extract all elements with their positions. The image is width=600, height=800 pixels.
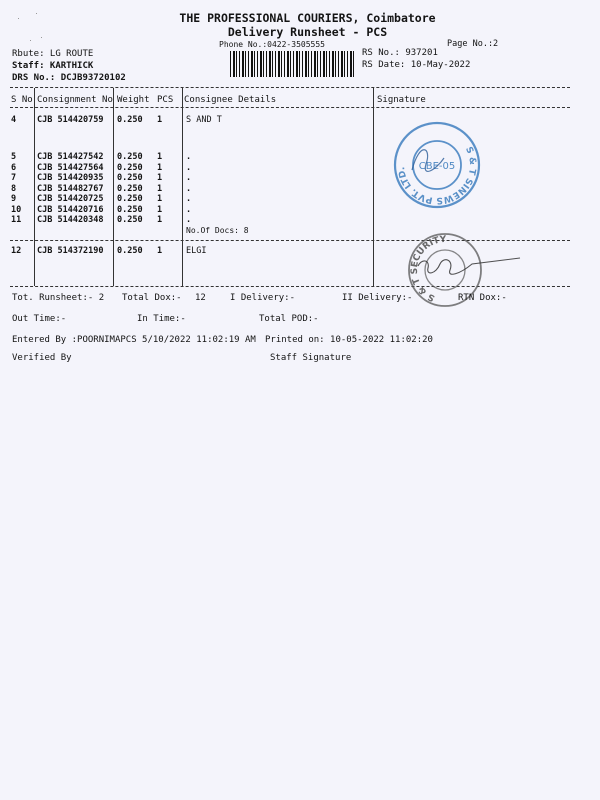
- cell-weight: 0.250: [117, 246, 143, 256]
- runsheet-subtitle: Delivery Runsheet - PCS: [227, 25, 388, 39]
- table-row: [0, 173, 600, 184]
- cell-consignment: CJB 514420725: [37, 194, 104, 204]
- col-header-consignment: Consignment No: [37, 95, 113, 105]
- in-time: In Time:-: [137, 314, 186, 324]
- cell-consignment: CJB 514372190: [37, 246, 104, 256]
- route-label: Rbute: LG ROUTE: [12, 49, 94, 59]
- entered-by: Entered By :POORNIMAPCS 5/10/2022 11:02:19 AM: [12, 335, 256, 345]
- cell-sno: 8: [11, 183, 17, 194]
- barcode: [230, 51, 356, 77]
- cell-consignment: CJB 514420759: [37, 115, 104, 125]
- cell-consignee: .: [186, 162, 192, 173]
- cell-sno: 11: [11, 215, 22, 225]
- cell-consignee: .: [186, 215, 192, 225]
- cell-weight: 0.250: [117, 204, 143, 215]
- cell-sno: 5: [11, 152, 17, 162]
- signature-scribble: [418, 258, 520, 274]
- company-title: THE PROFESSIONAL COURIERS, Coimbatore: [179, 11, 436, 25]
- cell-weight: 0.250: [117, 152, 143, 162]
- table-row: [0, 184, 600, 195]
- cell-weight: 0.250: [117, 115, 143, 125]
- cell-sno: 9: [11, 194, 17, 204]
- cell-pcs: 1: [157, 194, 163, 204]
- cell-pcs: 1: [157, 183, 163, 194]
- cell-weight: 0.250: [117, 183, 143, 194]
- col-header-weight: Weight: [117, 95, 150, 105]
- table-top-rule: [10, 87, 570, 88]
- table-row: [0, 152, 600, 163]
- cell-consignee: .: [186, 194, 192, 204]
- cell-pcs: 1: [157, 152, 163, 162]
- cell-pcs: 1: [157, 162, 163, 173]
- total-dox-value: 12: [195, 293, 206, 303]
- cell-consignment: CJB 514420348: [37, 215, 104, 225]
- rtn-dox: RTN Dox:-: [458, 293, 507, 303]
- seal-center-text: CBE-05: [418, 161, 456, 172]
- cell-sno: 12: [11, 246, 22, 256]
- col-header-pcs: PCS: [157, 95, 174, 105]
- cell-weight: 0.250: [117, 215, 143, 225]
- out-time: Out Time:-: [12, 314, 67, 324]
- rs-number: RS No.: 937201: [362, 48, 438, 58]
- cell-pcs: 1: [157, 246, 163, 256]
- total-pod: Total POD:-: [259, 314, 319, 324]
- rs-date: RS Date: 10-May-2022: [362, 60, 471, 70]
- company-seal-stamp: [392, 120, 482, 210]
- speck: [30, 40, 31, 41]
- total-dox-label: Total Dox:-: [122, 293, 182, 303]
- security-ring-text: S & T SECURITY: [409, 234, 447, 303]
- cell-pcs: 1: [157, 204, 163, 215]
- cell-consignment: CJB 514482767: [37, 183, 104, 194]
- drs-number: DRS No.: DCJB93720102: [12, 73, 126, 83]
- cell-consignee: .: [186, 173, 192, 183]
- no-of-docs: No.Of Docs: 8: [186, 226, 249, 235]
- verified-by: Verified By: [12, 353, 72, 363]
- table-row: [0, 115, 600, 126]
- ii-delivery: II Delivery:-: [342, 293, 413, 303]
- table-row: [0, 194, 600, 205]
- cell-consignment: CJB 514427542: [37, 152, 104, 162]
- page-number: Page No.:2: [447, 39, 499, 49]
- col-header-signature: Signature: [377, 95, 426, 105]
- staff-signature: Staff Signature: [270, 353, 352, 363]
- cell-pcs: 1: [157, 173, 163, 183]
- cell-consignee: .: [186, 204, 192, 215]
- header-bottom-rule: [10, 107, 570, 108]
- cell-consignment: CJB 514427564: [37, 162, 104, 173]
- table-row: [0, 215, 600, 226]
- cell-weight: 0.250: [117, 173, 143, 183]
- cell-pcs: 1: [157, 215, 163, 225]
- i-delivery: I Delivery:-: [230, 293, 296, 303]
- cell-sno: 6: [11, 162, 17, 173]
- cell-consignee: ELGI: [186, 246, 207, 256]
- cell-consignee: .: [186, 152, 192, 162]
- table-row: [0, 163, 600, 174]
- staff-label: Staff: KARTHICK: [12, 61, 94, 71]
- cell-pcs: 1: [157, 115, 163, 125]
- cell-consignment: CJB 514420716: [37, 204, 104, 215]
- cell-consignment: CJB 514420935: [37, 173, 104, 183]
- cell-consignee: .: [186, 183, 192, 194]
- seal-ring-text: S & T SINEWS PVT. LTD.: [397, 145, 478, 206]
- printed-on: Printed on: 10-05-2022 11:02:20: [265, 335, 433, 345]
- cell-consignee: S AND T: [186, 115, 222, 125]
- cell-weight: 0.250: [117, 194, 143, 204]
- cell-sno: 10: [11, 204, 22, 215]
- cell-sno: 7: [11, 173, 17, 183]
- col-header-consignee: Consignee Details: [184, 95, 277, 105]
- tot-runsheet: Tot. Runsheet:- 2: [12, 293, 105, 303]
- cell-sno: 4: [11, 115, 17, 125]
- table-row: [0, 205, 600, 216]
- cell-weight: 0.250: [117, 162, 143, 173]
- col-header-sno: S No: [11, 95, 33, 105]
- phone-number: Phone No.:0422-3505555: [219, 40, 325, 49]
